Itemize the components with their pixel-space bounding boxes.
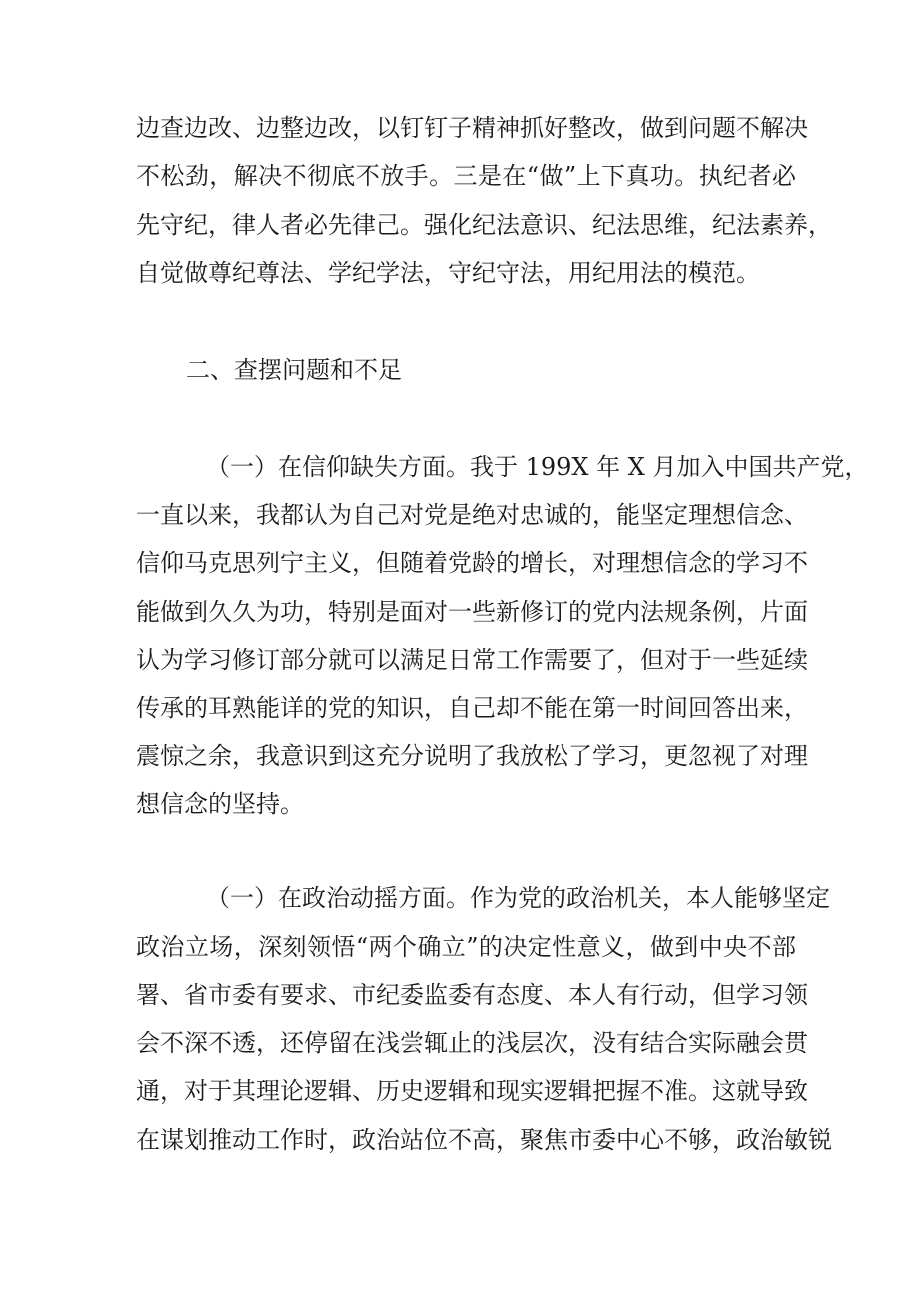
paragraph-2-line-5: 认为学习修订部分就可以满足日常工作需要了，但对于一些延续 bbox=[136, 646, 808, 674]
paragraph-1-line-3: 先守纪，律人者必先律己。强化纪法意识、纪法思维，纪法素养， bbox=[136, 211, 832, 239]
paragraph-1-line-1: 边查边改、边整边改，以钉钉子精神抓好整改，做到问题不解决 bbox=[136, 114, 808, 142]
paragraph-3-line-1: （一）在政治动摇方面。作为党的政治机关，本人能够坚定 bbox=[206, 884, 830, 912]
paragraph-2-line-2: 一直以来，我都认为自己对党是绝对忠诚的，能坚定理想信念、 bbox=[136, 501, 808, 529]
paragraph-3-line-5: 通，对于其理论逻辑、历史逻辑和现实逻辑把握不准。这就导致 bbox=[136, 1077, 808, 1105]
paragraph-3-line-2: 政治立场，深刻领悟“两个确立”的决定性意义，做到中央不部 bbox=[136, 933, 796, 961]
paragraph-3-line-3: 署、省市委有要求、市纪委监委有态度、本人有行动，但学习领 bbox=[136, 981, 808, 1009]
paragraph-2-line-6: 传承的耳熟能详的党的知识，自己却不能在第一时间回答出来， bbox=[136, 694, 808, 722]
paragraph-2-line-7: 震惊之余，我意识到这充分说明了我放松了学习，更忽视了对理 bbox=[136, 742, 808, 770]
paragraph-3-line-4: 会不深不透，还停留在浅尝辄止的浅层次，没有结合实际融会贯 bbox=[136, 1029, 808, 1057]
paragraph-2-line-1: （一）在信仰缺失方面。我于 199X 年 X 月加入中国共产党， bbox=[206, 453, 869, 481]
paragraph-2-line-8: 想信念的坚持。 bbox=[136, 790, 304, 818]
paragraph-2-line-4: 能做到久久为功，特别是面对一些新修订的党内法规条例，片面 bbox=[136, 598, 808, 626]
paragraph-3-line-6: 在谋划推动工作时，政治站位不高，聚焦市委中心不够，政治敏锐 bbox=[136, 1126, 832, 1154]
paragraph-1-line-4: 自觉做尊纪尊法、学纪学法，守纪守法，用纪用法的模范。 bbox=[136, 259, 760, 287]
paragraph-1-line-2: 不松劲，解决不彻底不放手。三是在“做”上下真功。执纪者必 bbox=[136, 162, 796, 190]
paragraph-2-line-3: 信仰马克思列宁主义，但随着党龄的增长，对理想信念的学习不 bbox=[136, 549, 808, 577]
section-heading: 二、查摆问题和不足 bbox=[186, 356, 402, 384]
